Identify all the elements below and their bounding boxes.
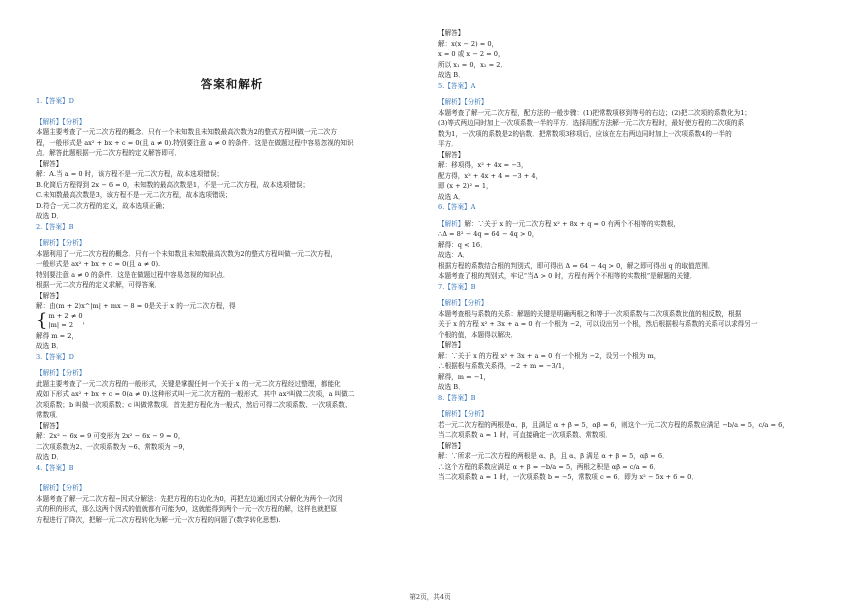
text-line: 解：由(m + 2)x^|m| + mx − 8 = 0是关于 x 的一元二次方程，得 [36,302,236,310]
answer-label: 6.【答案】A [438,203,476,211]
text-line: 解：∵所求一元二次方程的两根是 α、β，且 α、β 满足 α + β = 5，αβ = 6． [438,452,669,460]
answer-label: 4.【答案】B [36,463,74,472]
analysis-label: 【解析】【分析】 [36,239,86,247]
text-line: 特别要注意 a ≠ 0 的条件．这是在做题过程中容易忽视的知识点． [36,270,230,279]
text-line: 故选 B． [36,342,63,350]
text-line: 【解答】 [36,159,63,168]
spacer [36,107,428,117]
text-line: 故选 D． [36,453,64,461]
text-line: 解得 m = 2， [36,331,79,340]
text-line: 本题主要考查了一元二次方程的概念．只有一个未知数且未知数最高次数为2的整式方程叫做一元二次方 [36,128,337,136]
analysis-label: 【解析】【分析】 [438,98,488,106]
text-line: 成如下形式 ax² + bx + c = 0(a ≠ 0).这种形式叫一元二次方程的一般形式．其中 ax²叫做二次项，a 叫做二 [36,390,355,398]
answer-label: 1.【答案】D [36,97,74,105]
analysis-label: 【解析】【分析】 [36,117,86,126]
text-line: 程，一般形式是 ax² + bx + c = 0(且 a ≠ 0).特别要注意 a ≠ 0 的条件．这是在做题过程中容易忽视的知识 [36,138,354,147]
text-line: 二次项系数为2、一次项系数为 −6、常数项为 −9， [36,442,190,451]
analysis-label: 【解析】【分析】 [36,369,86,377]
text-line: 解：x(x − 2) = 0， [438,39,499,48]
page-title: 答案和解析 [200,77,264,91]
left-lines [36,96,428,525]
brace-glyph: { [36,311,48,331]
text-line: 根据一元二次方程的定义求解，可得答案． [36,281,162,289]
text-line: 当二次项系数 a = 1 时，可直接确定一次项系数、常数项． [438,431,612,439]
text-line: 故选 D． [36,212,64,220]
text-line: 解：A.当 a = 0 时，该方程不是一元二次方程，故本选项错误； [36,170,224,178]
right-column [438,28,830,483]
text-line: 解：2x² − 6x = 9 可变形为 2x² − 6x − 9 = 0， [36,432,185,440]
text-line: 若一元二次方程的两根是α、β，且满足 α + β = 5，αβ = 6，则这个一元二次方程的系数应满足 −b/a = 5，c/a = 6， [438,420,789,429]
answer-label: 5.【答案】A [438,81,476,90]
text-line: 【解答】 [438,341,465,349]
text-line: 个根的值，本题得以解决． [438,330,518,339]
text-line: 常数项． [36,411,63,419]
system-row: |m| = 2 [48,320,74,329]
text-line: 即 (x + 2)² = 1， [438,182,493,190]
text-line: 本题考查了解一元二次方程−因式分解法：先把方程的右边化为0，再把左边通过因式分解化为两个一次因 [36,494,343,503]
text-line: 解得：q < 16． [438,240,487,249]
right-lines [438,28,830,483]
text-line: 解得，m = −1， [438,372,491,381]
analysis-line: 【解析】解：∵关于 x 的一元二次方程 x² + 8x + q = 0 有两个不相等的实数根， [438,219,680,228]
text-line: 本题考查了根的判别式，牢记“当Δ > 0 时，方程有两个不相等的实数根”是解题的关键． [438,272,697,280]
text-line: 式的积的形式，那么这两个因式的值就都有可能为0，这就能得到两个一元一次方程的解，这样也就把原 [36,505,337,513]
text-line: 一般形式是 ax² + bx + c = 0(且 a ≠ 0). [36,260,161,268]
analysis-label: 【解析】【分析】 [438,410,488,418]
text-line: ∴Δ = 8² − 4q = 64 − 4q > 0， [438,230,539,238]
text-line: 次项系数；b 叫做一次项系数；c 叫做常数项．首先把方程化为一般式，然后可得二次项系数、一次项系数、 [36,400,352,409]
text-line: ∴这个方程的系数应满足 α + β = −b/a = 5，两根之积是 αβ = c/a = 6． [438,462,661,471]
page-footer: 第2页，共4页 [409,593,451,601]
answer-label: 8.【答案】B [438,393,476,402]
text-line: 故选 B． [438,71,465,79]
text-line: 【解答】 [36,291,63,300]
text-line: 解：移项得，x² + 4x = −3， [438,161,528,169]
text-line: 平方． [438,140,458,148]
analysis-label: 【解析】【分析】 [36,484,86,492]
answer-label: 3.【答案】D [36,352,74,361]
text-line: 点．解答此题根据一元二次方程的定义解答即可． [36,149,182,157]
text-line: ∴根据根与系数关系得，−2 + m = −3/1， [438,362,569,370]
system-row: m + 2 ≠ 0 [48,312,83,320]
text-line: 故选 A． [438,192,465,201]
spacer [36,473,428,483]
text-line: 解：∵关于 x 的方程 x² + 3x + a = 0 有一个根为 −2，设另一个根为 m， [438,351,661,360]
text-line: 【解答】 [36,421,63,430]
text-line: 所以 x₁ = 0，x₂ = 2． [438,60,508,69]
analysis-label: 【解析】【分析】 [438,299,488,307]
text-line: C.未知数最高次数是3，该方程不是一元二次方程，故本选项错误； [36,191,232,199]
answer-label: 2.【答案】B [36,222,74,231]
text-line: 故选 B． [438,383,465,391]
text-line: 根据方程的系数结合根的判别式，即可得出 Δ = 64 − 4q > 0，解之即可得出 q 的取值范围． [438,261,715,270]
text-line: (3)等式两边同时加上一次项系数一半的平方．选择用配方法解一元二次方程时，最好使方程的二次项的系 [438,119,745,127]
text-line: 当二次项系数 a = 1 时，一次项系数 b = −5，常数项 c = 6．即为 x² − 5x + 6 = 0． [438,473,698,481]
text-line: 【解答】 [438,441,465,450]
text-line: B.化简后方程得到 2x − 6 = 0，未知数的最高次数是1，不是一元二次方程，故本选项错误； [36,180,310,189]
text-line: 方程进行了降次，把解一元二次方程转化为解一元一次方程的问题了(数学转化思想). [36,515,281,524]
text-line: 此题主要考查了一元二次方程的一般形式，关键是掌握任何一个关于 x 的一元二次方程经过整理，都能化 [36,379,341,388]
text-line: 【解答】 [438,150,465,159]
answer-label: 7.【答案】B [438,282,476,291]
equation-system: { m + 2 ≠ 0 |m| = 2 ， [36,311,90,331]
text-line: 本题考查根与系数的关系：解题的关键是明确两根之和等于一次项系数与二次项系数比值的相反数，根据 [438,309,742,318]
text-line: x = 0 或 x − 2 = 0， [438,50,505,58]
text-line: 本题利用了一元二次方程的概念．只有一个未知数且未知数最高次数为2的整式方程叫做一元二次方程， [36,249,337,258]
text-line: 数为1，一次项的系数是2的倍数．把常数项3移项后，应该在左右两边同时加上一次项系数4的一半的 [438,129,732,138]
left-column [36,76,428,525]
text-line: 故选：A． [438,251,470,259]
text-line: 本题考查了解一元二次方程，配方法的一般步骤：(1)把常数项移到等号的右边；(2)把二次项的系数化为1； [438,108,751,117]
text-line: 【解答】 [438,29,465,37]
text-line: 配方得，x² + 4x + 4 = −3 + 4， [438,171,543,180]
text-line: 关于 x 的方程 x² + 3x + a = 0 有一个根为 −2，可以设出另一个根，然后根据根与系数的关系可以求得另一 [438,320,758,328]
text-line: D.符合一元二次方程的定义，故本选项正确； [36,201,169,210]
